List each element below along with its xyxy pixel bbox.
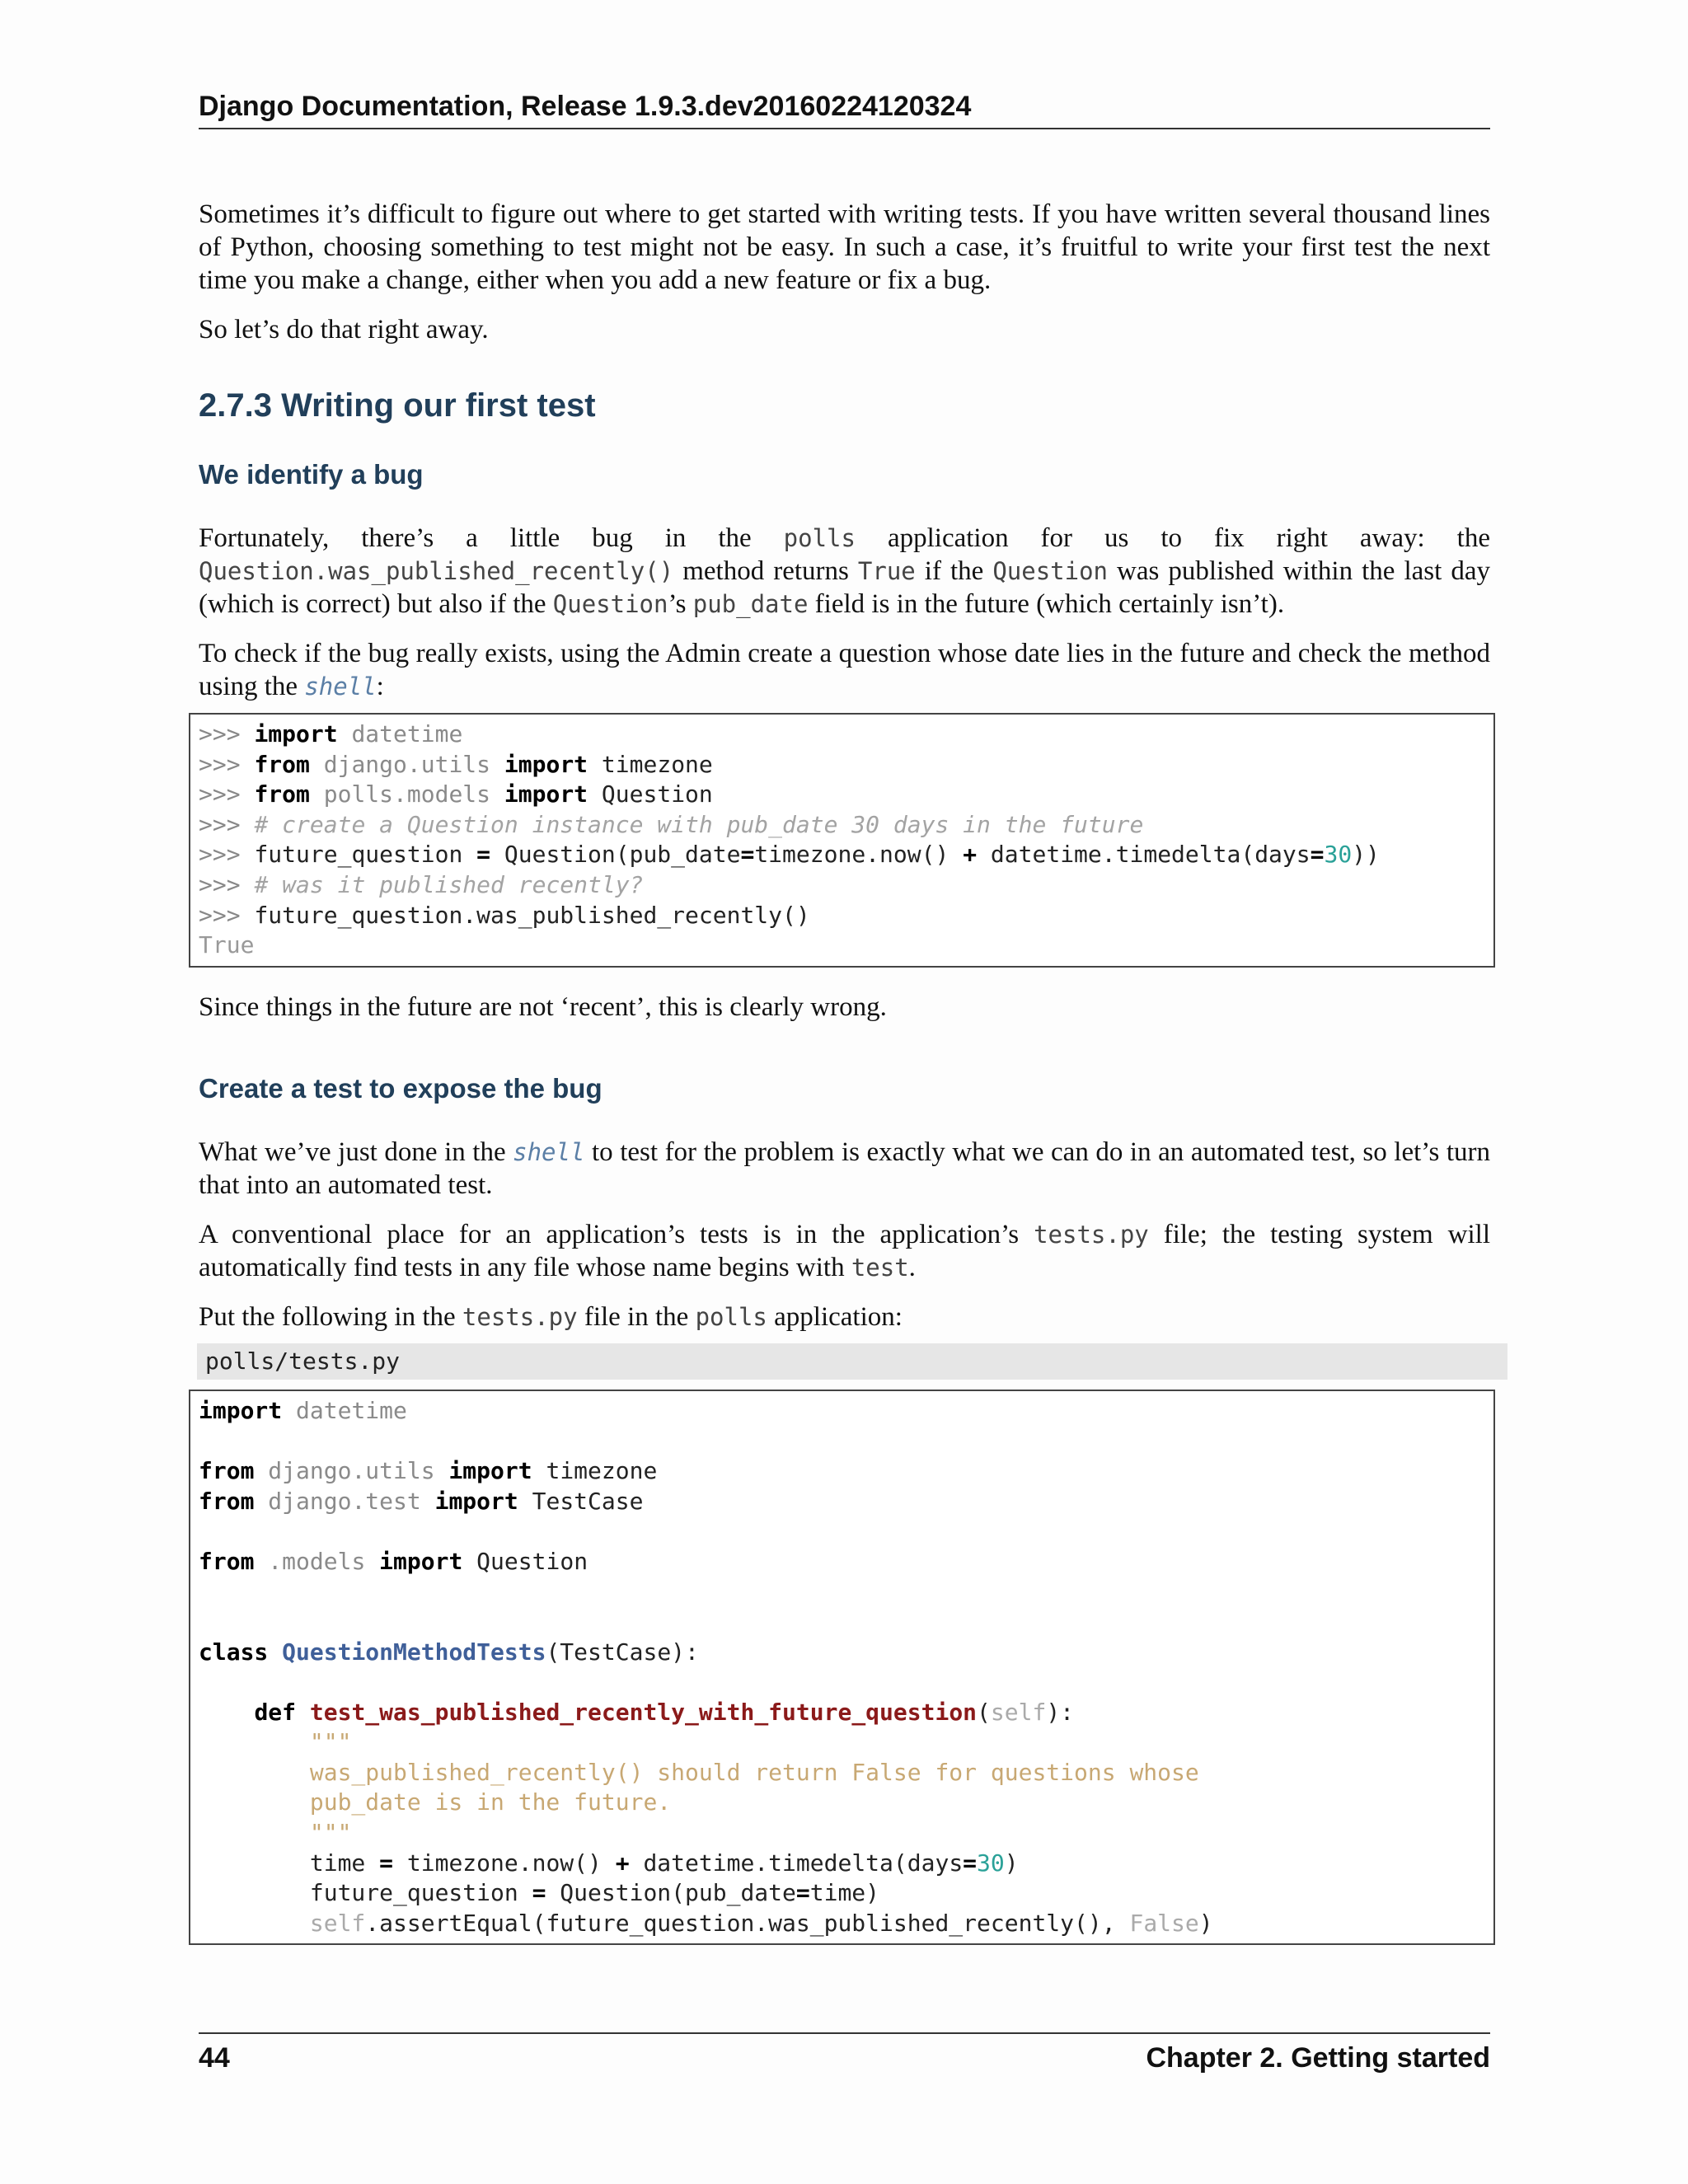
bug-paragraph: Fortunately, there’s a little bug in the polls application for us to fix right away: the Question.was_published_recently() method returns True if the Question was published within the last day (which is correct) but also if the Question’s pub_date field is in the future (which certainly isn’t). [199,523,1490,619]
intro-paragraph: Sometimes it’s difficult to figure out where to get started with writing tests. If you have written several thousand lines of Python, choosing something to test might not be easy. In such a case, it’s fruitful to write your first test the next time you make a change, either when you add a new feature or fix a bug. [199,199,1490,295]
conventional-paragraph: A conventional place for an application’s tests is in the application’s tests.py file; the testing system will automatically find tests in any file whose name begins with test. [199,1219,1490,1282]
wrong-paragraph: Since things in the future are not ‘recent’, this is clearly wrong. [199,991,887,1022]
shell-paragraph: What we’ve just done in the shell to test for the problem is exactly what we can do in an automated test, so let’s turn that into an automated test. [199,1137,1490,1200]
inline-code: test [851,1253,909,1282]
page-number: 44 [199,2042,230,2074]
inline-code: polls [695,1302,767,1331]
inline-code: pub_date [692,590,809,618]
shell-code-block: >>> import datetime >>> from django.utils import timezone >>> from polls.models import Question >>> # create a Question instance with pub_date 30 days in the future >>> future_question = Question(pub_date=timezone.now() + datetime.timedelta(days=30)) >>> # was it published recently? >>> future_question.was_published_recently() True [189,713,1495,968]
code-caption: polls/tests.py [197,1343,1507,1380]
subsection-title-bug: We identify a bug [199,459,424,490]
tests-code-block: import datetime from django.utils import timezone from django.test import TestCase from .models import Question class QuestionMethodTests(TestCase): def test_was_published_recently_with_future_question(self): """ was_published_recently() should return False for questions whose pub_date is in the future. """ time = timezone.now() + datetime.timedelta(days=30) future_question = Question(pub_date=time) self.assertEqual(future_question.was_published_recently(), False) [189,1390,1495,1946]
inline-code: True [857,557,916,585]
inline-code: polls [783,524,856,552]
inline-code: tests.py [1034,1220,1149,1249]
inline-code: Question.was_published_recently() [199,557,674,585]
shell-link[interactable]: shell [513,1137,585,1166]
chapter-label: Chapter 2. Getting started [1146,2042,1490,2074]
shell-link[interactable]: shell [304,673,377,701]
put-paragraph: Put the following in the tests.py file in the polls application: [199,1301,903,1332]
inline-code: Question [992,557,1109,585]
inline-code: tests.py [462,1302,578,1331]
page-footer [199,2032,1490,2074]
page-header: Django Documentation, Release 1.9.3.dev20160224120324 [199,91,1490,129]
section-title: 2.7.3 Writing our first test [199,387,596,424]
subsection-title-test: Create a test to expose the bug [199,1072,603,1104]
page-content [199,198,1490,1945]
inline-code: Question [552,590,668,618]
check-paragraph: To check if the bug really exists, using the Admin create a question whose date lies in the future and check the method using the shell: [199,639,1490,701]
intro-paragraph-2: So let’s do that right away. [199,315,489,344]
